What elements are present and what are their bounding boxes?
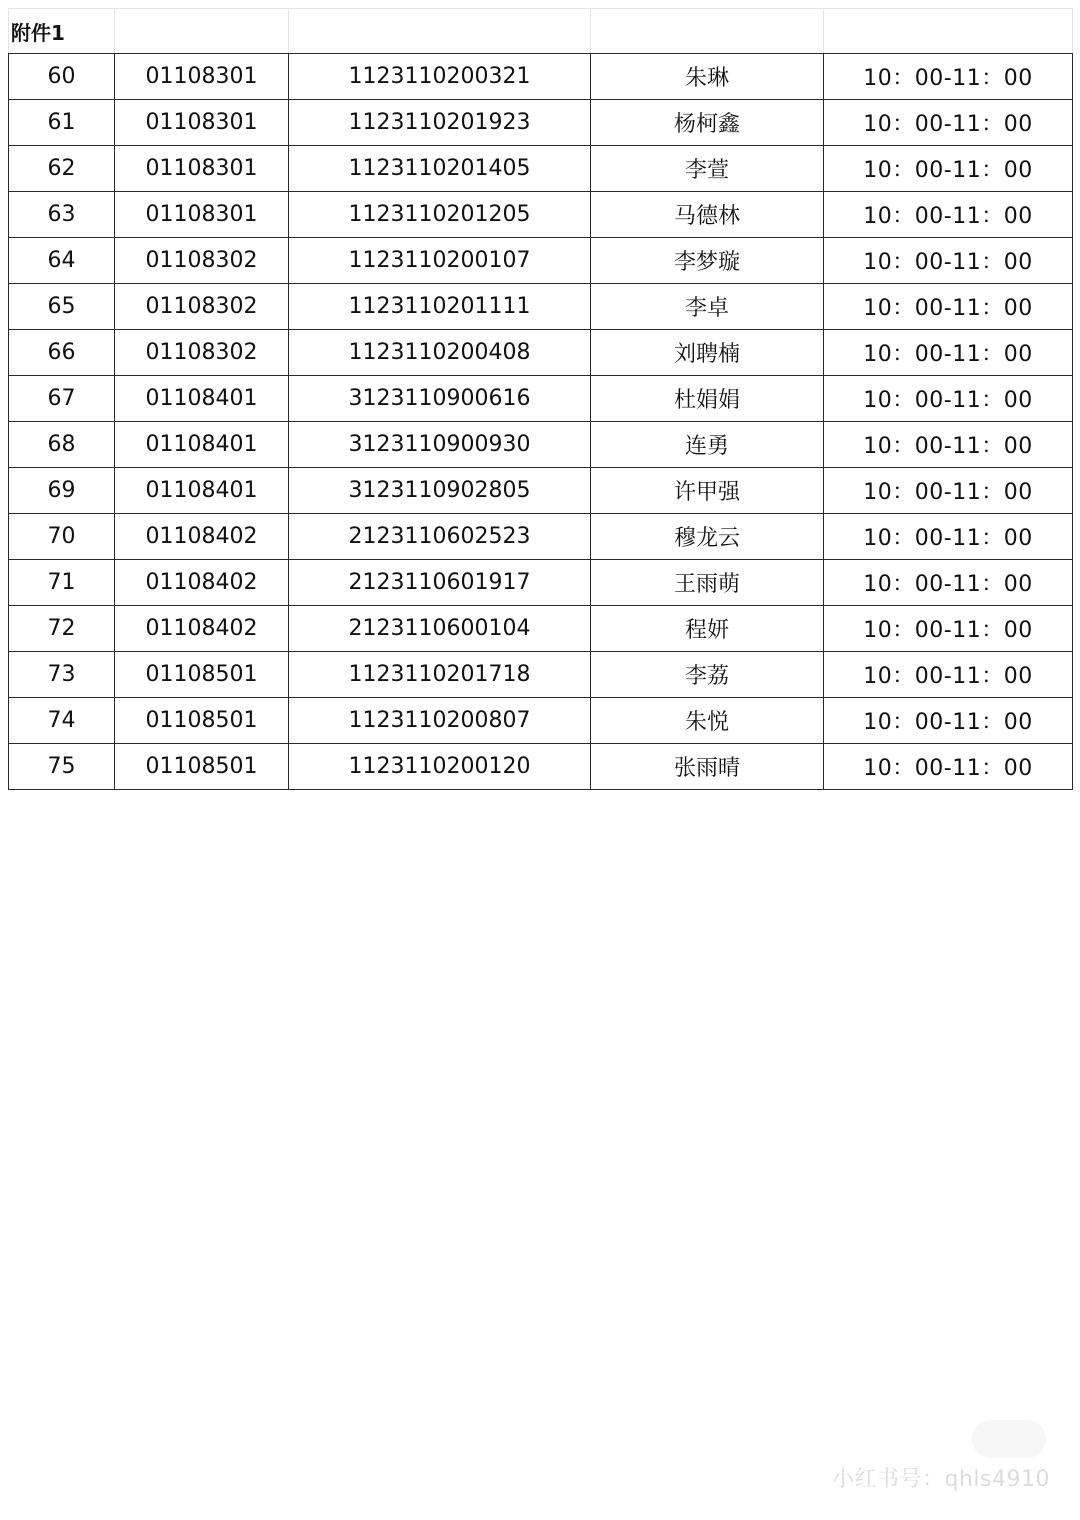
index-cell: 75 <box>9 744 115 790</box>
table-row <box>9 468 1073 514</box>
name-cell: 杜娟娟 <box>591 376 824 422</box>
time-cell: 10：00-11：00 <box>824 146 1073 192</box>
name-cell: 朱悦 <box>591 698 824 744</box>
id-cell: 1123110201205 <box>289 192 591 238</box>
unit-code-cell: 01108501 <box>115 698 289 744</box>
unit-code-cell: 01108402 <box>115 514 289 560</box>
index-cell: 66 <box>9 330 115 376</box>
id-cell: 1123110201405 <box>289 146 591 192</box>
id-cell: 1123110200408 <box>289 330 591 376</box>
index-cell: 60 <box>9 54 115 100</box>
empty-header-cell <box>115 9 289 54</box>
unit-code-cell: 01108402 <box>115 606 289 652</box>
table-row <box>9 100 1073 146</box>
time-cell: 10：00-11：00 <box>824 422 1073 468</box>
name-cell: 程妍 <box>591 606 824 652</box>
unit-code-cell: 01108501 <box>115 744 289 790</box>
unit-code-cell: 01108302 <box>115 238 289 284</box>
unit-code-cell: 01108501 <box>115 652 289 698</box>
time-cell: 10：00-11：00 <box>824 192 1073 238</box>
table-row <box>9 330 1073 376</box>
name-cell: 刘聘楠 <box>591 330 824 376</box>
unit-code-cell: 01108301 <box>115 146 289 192</box>
empty-header-cell <box>591 9 824 54</box>
watermark-text: 小红书号：qhls4910 <box>832 1467 1050 1492</box>
id-cell: 1123110201111 <box>289 284 591 330</box>
index-cell: 70 <box>9 514 115 560</box>
name-cell: 马德林 <box>591 192 824 238</box>
time-cell: 10：00-11：00 <box>824 744 1073 790</box>
table-row <box>9 284 1073 330</box>
table-row <box>9 514 1073 560</box>
table-row <box>9 238 1073 284</box>
time-cell: 10：00-11：00 <box>824 652 1073 698</box>
unit-code-cell: 01108301 <box>115 54 289 100</box>
table-row <box>9 422 1073 468</box>
data-table <box>8 8 1073 790</box>
id-cell: 1123110200807 <box>289 698 591 744</box>
table-row <box>9 652 1073 698</box>
index-cell: 69 <box>9 468 115 514</box>
name-cell: 连勇 <box>591 422 824 468</box>
table-row <box>9 560 1073 606</box>
time-cell: 10：00-11：00 <box>824 606 1073 652</box>
name-cell: 张雨晴 <box>591 744 824 790</box>
id-cell: 3123110902805 <box>289 468 591 514</box>
unit-code-cell: 01108402 <box>115 560 289 606</box>
id-cell: 1123110200120 <box>289 744 591 790</box>
index-cell: 71 <box>9 560 115 606</box>
table-row <box>9 146 1073 192</box>
spreadsheet-page <box>8 8 1072 790</box>
time-cell: 10：00-11：00 <box>824 698 1073 744</box>
name-cell: 朱琳 <box>591 54 824 100</box>
time-cell: 10：00-11：00 <box>824 100 1073 146</box>
time-cell: 10：00-11：00 <box>824 376 1073 422</box>
name-cell: 许甲强 <box>591 468 824 514</box>
time-cell: 10：00-11：00 <box>824 468 1073 514</box>
document-title: 附件1 <box>9 9 115 54</box>
id-cell: 3123110900930 <box>289 422 591 468</box>
unit-code-cell: 01108301 <box>115 192 289 238</box>
index-cell: 62 <box>9 146 115 192</box>
time-cell: 10：00-11：00 <box>824 560 1073 606</box>
id-cell: 1123110201923 <box>289 100 591 146</box>
id-cell: 3123110900616 <box>289 376 591 422</box>
table-row <box>9 192 1073 238</box>
time-cell: 10：00-11：00 <box>824 54 1073 100</box>
index-cell: 61 <box>9 100 115 146</box>
id-cell: 1123110200321 <box>289 54 591 100</box>
name-cell: 李荔 <box>591 652 824 698</box>
name-cell: 李萱 <box>591 146 824 192</box>
index-cell: 65 <box>9 284 115 330</box>
time-cell: 10：00-11：00 <box>824 238 1073 284</box>
watermark-logo-icon <box>972 1420 1046 1458</box>
name-cell: 李卓 <box>591 284 824 330</box>
name-cell: 王雨萌 <box>591 560 824 606</box>
unit-code-cell: 01108401 <box>115 468 289 514</box>
table-row <box>9 698 1073 744</box>
time-cell: 10：00-11：00 <box>824 330 1073 376</box>
index-cell: 73 <box>9 652 115 698</box>
unit-code-cell: 01108301 <box>115 100 289 146</box>
id-cell: 2123110601917 <box>289 560 591 606</box>
id-cell: 2123110602523 <box>289 514 591 560</box>
name-cell: 杨柯鑫 <box>591 100 824 146</box>
table-row <box>9 54 1073 100</box>
unit-code-cell: 01108302 <box>115 284 289 330</box>
unit-code-cell: 01108401 <box>115 376 289 422</box>
empty-header-cell <box>824 9 1073 54</box>
unit-code-cell: 01108401 <box>115 422 289 468</box>
table-row <box>9 606 1073 652</box>
index-cell: 72 <box>9 606 115 652</box>
index-cell: 63 <box>9 192 115 238</box>
title-row <box>9 9 1073 54</box>
index-cell: 67 <box>9 376 115 422</box>
empty-header-cell <box>289 9 591 54</box>
id-cell: 2123110600104 <box>289 606 591 652</box>
name-cell: 穆龙云 <box>591 514 824 560</box>
time-cell: 10：00-11：00 <box>824 284 1073 330</box>
id-cell: 1123110201718 <box>289 652 591 698</box>
name-cell: 李梦璇 <box>591 238 824 284</box>
index-cell: 64 <box>9 238 115 284</box>
id-cell: 1123110200107 <box>289 238 591 284</box>
table-row <box>9 376 1073 422</box>
table-row <box>9 744 1073 790</box>
index-cell: 74 <box>9 698 115 744</box>
time-cell: 10：00-11：00 <box>824 514 1073 560</box>
index-cell: 68 <box>9 422 115 468</box>
unit-code-cell: 01108302 <box>115 330 289 376</box>
